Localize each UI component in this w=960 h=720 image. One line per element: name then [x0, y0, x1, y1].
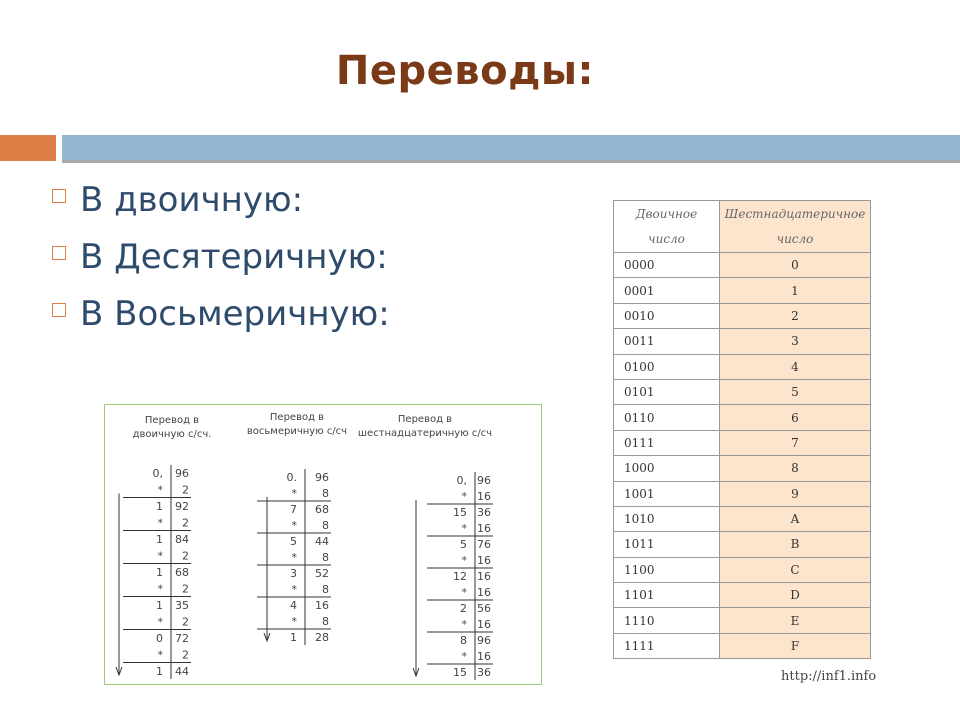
right-value: 52	[315, 567, 329, 580]
left-digit: *	[291, 583, 297, 596]
right-value: 96	[477, 634, 491, 647]
binary-cell: 0110	[614, 405, 720, 430]
left-digit: *	[157, 549, 163, 563]
right-value: 76	[477, 538, 491, 551]
left-digit: 1	[156, 500, 163, 513]
right-value: 36	[477, 666, 491, 679]
binary-cell: 1110	[614, 608, 720, 633]
right-value: 96	[175, 467, 189, 480]
left-digit: 3	[290, 567, 297, 580]
binary-cell: 1101	[614, 583, 720, 608]
table-row	[614, 481, 871, 506]
table-row	[614, 506, 871, 531]
binary-cell: 0100	[614, 354, 720, 379]
bullet-list	[52, 172, 390, 343]
left-digit: 12	[453, 570, 467, 583]
left-digit: 2	[460, 602, 467, 615]
right-value: 84	[175, 533, 189, 546]
binary-cell: 0000	[614, 253, 720, 278]
left-digit: 5	[290, 535, 297, 548]
left-digit: 1	[156, 599, 163, 612]
left-digit: 5	[460, 538, 467, 551]
bin-header-line1: Перевод в	[144, 415, 200, 426]
square-bullet-icon	[52, 246, 66, 260]
right-value: 2	[182, 648, 189, 662]
right-value: 96	[477, 474, 491, 487]
bin-header-line2: двоичную с/сч.	[132, 429, 212, 440]
hex-cell: C	[720, 557, 871, 582]
left-digit: 0.	[286, 471, 297, 484]
left-digit: *	[291, 615, 297, 628]
left-digit: *	[461, 554, 467, 567]
right-value: 16	[477, 618, 491, 631]
hex-cell: 8	[720, 456, 871, 481]
table-row	[614, 430, 871, 455]
right-value: 28	[315, 631, 329, 644]
hex-cell: 1	[720, 278, 871, 303]
hex-cell: B	[720, 532, 871, 557]
right-value: 8	[322, 519, 329, 532]
bullet-label: В Десятеричную:	[80, 237, 388, 277]
left-digit: 1	[156, 533, 163, 546]
right-value: 2	[182, 582, 189, 596]
right-value: 68	[315, 503, 329, 516]
binary-cell: 0111	[614, 430, 720, 455]
left-digit: *	[291, 519, 297, 532]
hex-cell: F	[720, 633, 871, 658]
binary-cell: 0010	[614, 303, 720, 328]
right-value: 16	[477, 522, 491, 535]
left-digit: *	[157, 615, 163, 629]
hex-cell: 2	[720, 303, 871, 328]
right-value: 8	[322, 487, 329, 500]
left-digit: *	[157, 516, 163, 530]
table-row	[614, 532, 871, 557]
binary-cell: 1100	[614, 557, 720, 582]
square-bullet-icon	[52, 189, 66, 203]
right-value: 68	[175, 566, 189, 579]
hex-cell: 0	[720, 253, 871, 278]
table-row	[614, 379, 871, 404]
binary-cell: 1011	[614, 532, 720, 557]
right-value: 16	[477, 650, 491, 663]
left-digit: 15	[453, 506, 467, 519]
oct-header-line1: Перевод в	[269, 412, 325, 423]
right-value: 2	[182, 615, 189, 629]
right-value: 35	[175, 599, 189, 612]
right-value: 56	[477, 602, 491, 615]
right-value: 16	[315, 599, 329, 612]
right-value: 16	[477, 554, 491, 567]
hex-cell: 5	[720, 379, 871, 404]
right-value: 8	[322, 551, 329, 564]
header-binary: Двоичное число	[614, 201, 720, 253]
table-row	[614, 329, 871, 354]
left-digit: 1	[156, 665, 163, 678]
bullet-label: В двоичную:	[80, 180, 304, 220]
hex-cell: 6	[720, 405, 871, 430]
right-value: 8	[322, 615, 329, 628]
right-value: 44	[175, 665, 189, 678]
table-header-row	[614, 201, 871, 253]
right-value: 16	[477, 586, 491, 599]
bullet-item	[52, 229, 390, 286]
table-row	[614, 633, 871, 658]
hex-header-line2: шестнадцатеричную с/сч	[357, 428, 493, 439]
accent-bar-blue	[62, 135, 960, 161]
right-value: 2	[182, 549, 189, 563]
binary-cell: 1001	[614, 481, 720, 506]
bullet-item	[52, 172, 390, 229]
bullet-label: В Восьмеричную:	[80, 294, 390, 334]
right-value: 16	[477, 570, 491, 583]
right-value: 2	[182, 516, 189, 530]
right-value: 96	[315, 471, 329, 484]
left-digit: *	[291, 551, 297, 564]
table-row	[614, 278, 871, 303]
left-digit: *	[157, 582, 163, 596]
table-row	[614, 303, 871, 328]
hex-column	[413, 472, 493, 680]
bin-column	[116, 465, 191, 679]
hex-cell: 4	[720, 354, 871, 379]
left-digit: 8	[460, 634, 467, 647]
right-value: 8	[322, 583, 329, 596]
table-row	[614, 456, 871, 481]
table-row	[614, 405, 871, 430]
source-credit: http://inf1.info	[781, 669, 877, 684]
binary-cell: 0001	[614, 278, 720, 303]
hex-cell: 7	[720, 430, 871, 455]
left-digit: *	[461, 618, 467, 631]
table-row	[614, 583, 871, 608]
conversion-example-figure	[104, 404, 542, 685]
hex-cell: 3	[720, 329, 871, 354]
right-value: 36	[477, 506, 491, 519]
oct-column	[257, 469, 331, 645]
right-value: 2	[182, 483, 189, 497]
binary-hex-table	[613, 200, 871, 659]
table-row	[614, 557, 871, 582]
left-digit: *	[461, 586, 467, 599]
hex-header-line1: Перевод в	[397, 414, 453, 425]
left-digit: *	[291, 487, 297, 500]
left-digit: 1	[156, 566, 163, 579]
square-bullet-icon	[52, 303, 66, 317]
table-row	[614, 608, 871, 633]
binary-cell: 1010	[614, 506, 720, 531]
left-digit: 4	[290, 599, 297, 612]
left-digit: *	[157, 648, 163, 662]
left-digit: 0	[156, 632, 163, 645]
left-digit: 0,	[152, 467, 163, 480]
left-digit: 15	[453, 666, 467, 679]
hex-cell: D	[720, 583, 871, 608]
right-value: 16	[477, 490, 491, 503]
binary-cell: 1111	[614, 633, 720, 658]
left-digit: *	[461, 490, 467, 503]
hex-cell: 9	[720, 481, 871, 506]
oct-header-line2: восьмеричную с/сч	[246, 426, 348, 437]
table-row	[614, 354, 871, 379]
table-row	[614, 253, 871, 278]
bullet-item	[52, 286, 390, 343]
binary-cell: 0011	[614, 329, 720, 354]
binary-cell: 1000	[614, 456, 720, 481]
hex-cell: A	[720, 506, 871, 531]
accent-bar-orange	[0, 135, 56, 161]
right-value: 72	[175, 632, 189, 645]
left-digit: 7	[290, 503, 297, 516]
left-digit: *	[461, 522, 467, 535]
conversion-example-svg	[105, 405, 541, 684]
left-digit: 1	[290, 631, 297, 644]
header-hex: Шестнадцатеричное число	[720, 201, 871, 253]
left-digit: 0,	[456, 474, 467, 487]
right-value: 92	[175, 500, 189, 513]
hex-cell: E	[720, 608, 871, 633]
binary-cell: 0101	[614, 379, 720, 404]
accent-bar-line	[62, 160, 960, 163]
slide-title: Переводы:	[335, 48, 595, 94]
right-value: 44	[315, 535, 329, 548]
left-digit: *	[157, 483, 163, 497]
left-digit: *	[461, 650, 467, 663]
